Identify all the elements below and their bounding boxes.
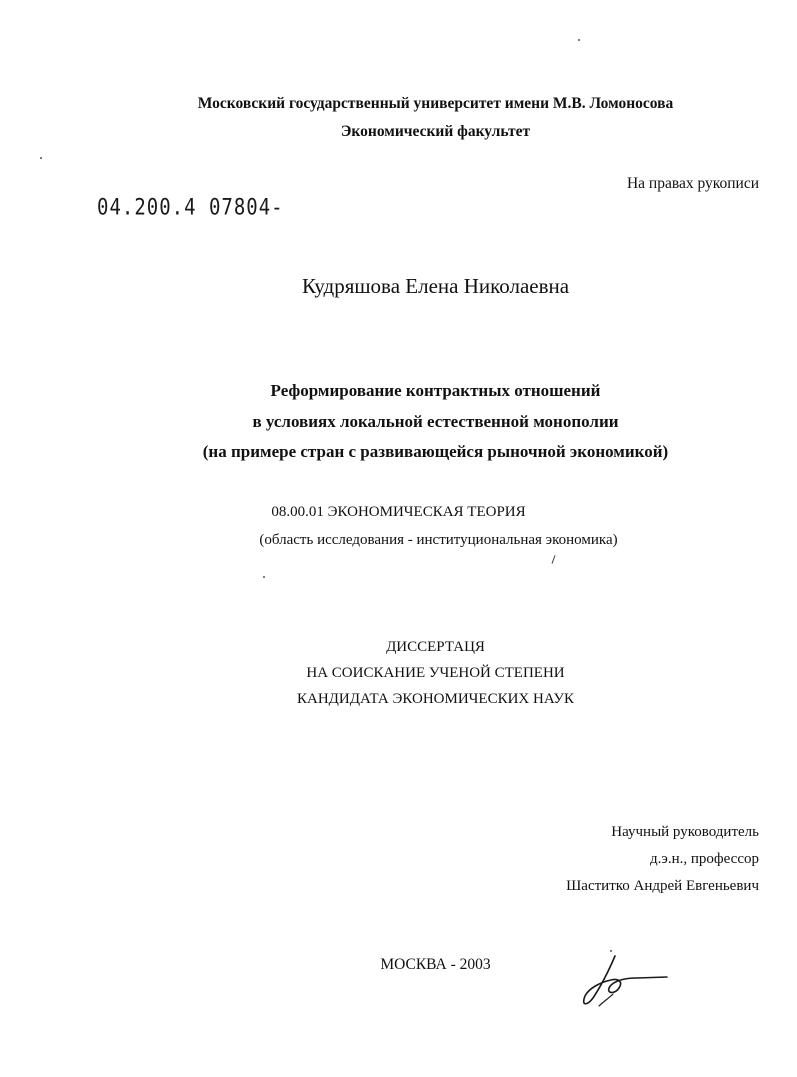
supervisor-role: Научный руководитель [611, 824, 759, 840]
author-name: Кудряшова Елена Николаевна [301, 274, 570, 298]
thesis-title-line-2: в условиях локальной естественной монополии [252, 412, 619, 431]
manuscript-rights-note: На правах рукописи [626, 175, 759, 192]
scan-mark [551, 555, 555, 564]
scan-speck [578, 39, 580, 41]
signature-mark [575, 948, 670, 1018]
archive-number: 04.200.4 07804- [97, 194, 284, 220]
university-name: Московский государственный университет имени М.В. Ломоносова [197, 95, 674, 112]
scan-speck [610, 950, 612, 952]
supervisor-degree: д.э.н., профессор [650, 851, 759, 867]
supervisor-name: Шаститко Андрей Евгеньевич [566, 878, 759, 894]
dissertation-label-line-2: НА СОИСКАНИЕ УЧЕНОЙ СТЕПЕНИ [306, 665, 565, 681]
faculty-name: Экономический факультет [340, 123, 531, 140]
dissertation-label-line-3: КАНДИДАТА ЭКОНОМИЧЕСКИХ НАУК [297, 691, 574, 707]
city-year: МОСКВА - 2003 [380, 956, 491, 973]
specialty-code: 08.00.01 ЭКОНОМИЧЕСКАЯ ТЕОРИЯ [271, 504, 526, 520]
thesis-title-line-1: Реформирование контрактных отношений [270, 381, 601, 400]
scan-speck [263, 576, 265, 578]
thesis-title-line-3: (на примере стран с развивающейся рыночной экономикой) [202, 442, 669, 461]
scan-speck [40, 157, 42, 159]
research-area: (область исследования - институциональная экономика) [259, 532, 618, 548]
dissertation-label-line-1: ДИССЕРТАЦЯ [386, 639, 485, 655]
